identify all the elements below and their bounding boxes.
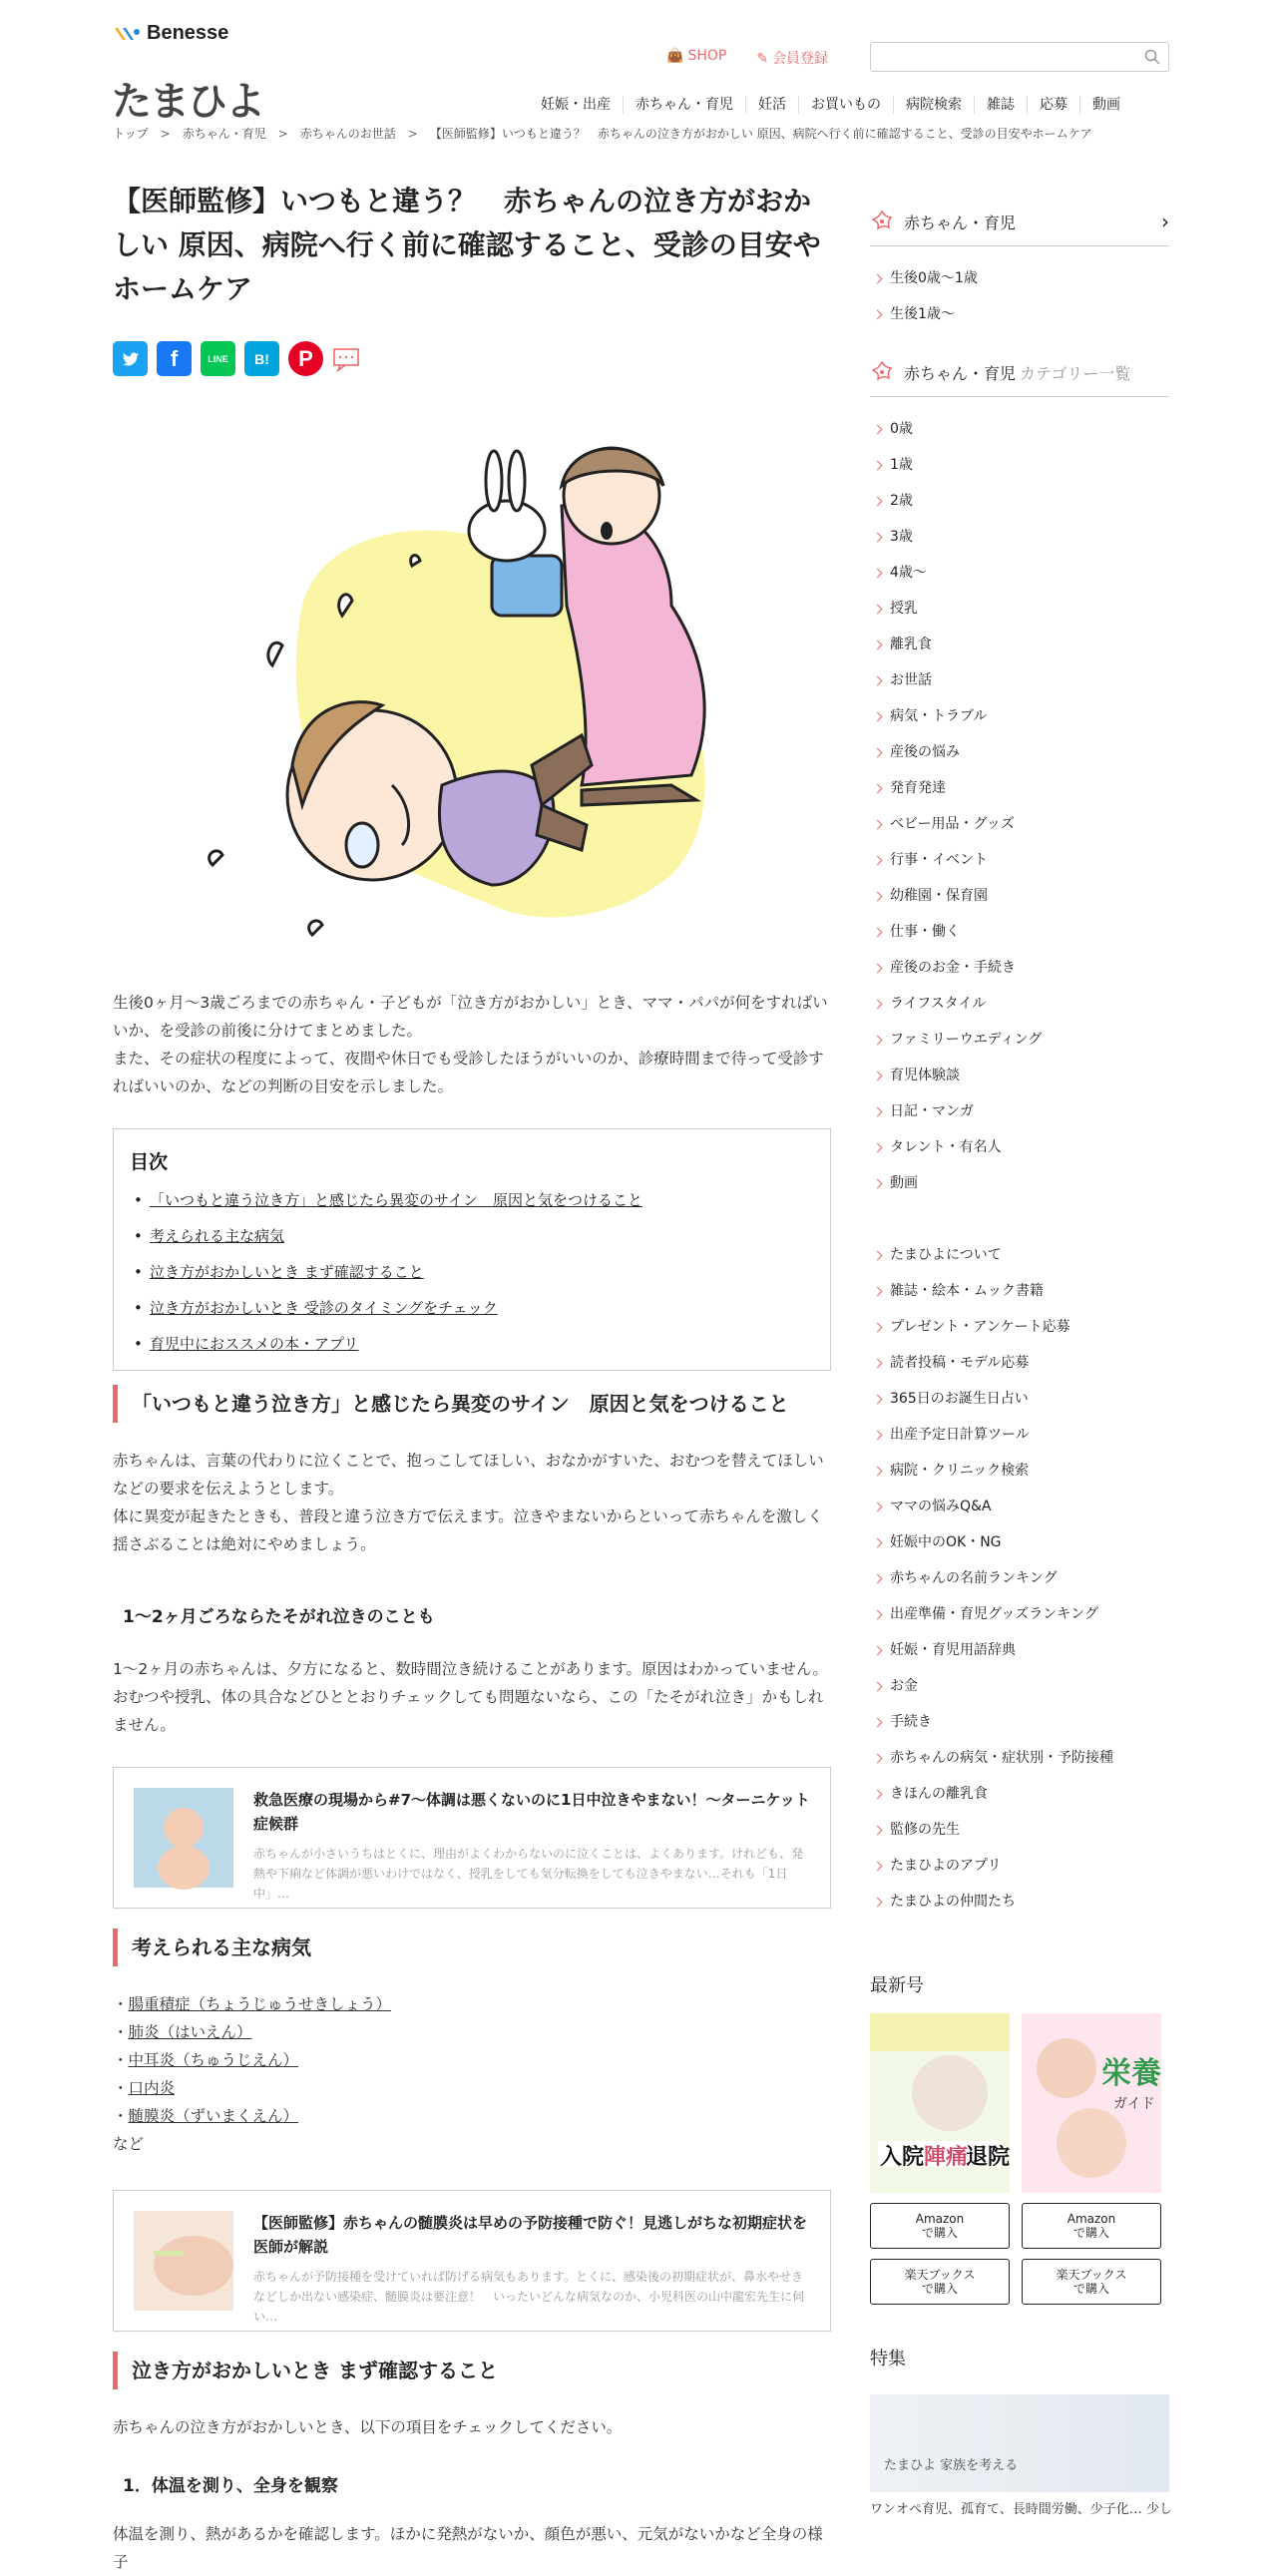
cover-word: ガイド xyxy=(1113,2096,1155,2112)
paragraph: 赤ちゃんは、言葉の代わりに泣くことで、抱っこしてほしい、おなかがすいた、おむつを替えてほしいなどの要求を伝えようとします。 xyxy=(113,1452,824,1498)
category-title: 赤ちゃん・育児 xyxy=(904,363,1017,383)
disease-link[interactable]: 髄膜炎（ずいまくえん） xyxy=(128,2107,299,2125)
disease-link[interactable]: 腸重積症（ちょうじゅうせきしょう） xyxy=(128,1995,392,2013)
hatena-share-button[interactable] xyxy=(244,341,279,376)
sidebar-link-item[interactable]: たまひよの仲間たち xyxy=(870,1884,1169,1920)
nav-item-hospital[interactable]: 病院検索 xyxy=(894,96,975,114)
comment-button[interactable] xyxy=(332,341,360,376)
sidebar-link-item[interactable]: 妊娠・育児用語辞典 xyxy=(870,1632,1169,1668)
vaccination-photo xyxy=(134,2211,233,2311)
hatena-icon: B! xyxy=(254,350,269,367)
pinterest-icon: P xyxy=(298,345,313,371)
crying-baby-illustration xyxy=(113,406,831,965)
sidebar-category-item[interactable]: 0歳 xyxy=(870,411,1169,447)
toc-title: 目次 xyxy=(130,1151,169,1173)
nav-item-pregnancy[interactable]: 妊娠・出産 xyxy=(529,96,624,114)
sidebar-link-item[interactable]: 赤ちゃんの病気・症状別・予防接種 xyxy=(870,1740,1169,1776)
twitter-share-button[interactable] xyxy=(113,341,148,376)
paragraph: 1～2ヶ月の赤ちゃんは、夕方になると、数時間泣き続けることがあります。原因はわかっていません。 xyxy=(113,1660,828,1678)
subsection-heading: 1～2ヶ月ごろならたそがれ泣きのことも xyxy=(123,1607,435,1627)
sidebar-section-header[interactable] xyxy=(870,210,1169,246)
sidebar-link-item[interactable]: たまひよのアプリ xyxy=(870,1848,1169,1884)
cover-word: 陣痛 xyxy=(924,2145,969,2170)
magazine-cover-baby[interactable] xyxy=(1022,2013,1161,2193)
nav-item-video[interactable]: 動画 xyxy=(1092,97,1120,113)
breadcrumb-current: 【医師監修】いつもと違う？ 赤ちゃんの泣き方がおかしい 原因、病院へ行く前に確認すること、受診の目安やホームケア xyxy=(429,127,1092,141)
share-buttons xyxy=(113,341,831,376)
list-item[interactable]: ・口内炎 xyxy=(113,2079,176,2097)
line-icon: LINE xyxy=(208,353,228,364)
sidebar-category-item[interactable]: ファミリーウエディング xyxy=(870,1022,1169,1058)
breadcrumb: トップ > 赤ちゃん・育児 > 赤ちゃんのお世話 > 【医師監修】いつもと違う？ 赤ちゃんの泣き方がおかしい 原因、病院へ行く前に確認すること、受診の目安やホームケア xyxy=(113,127,1092,141)
section-heading: 「いつもと違う泣き方」と感じたら異変のサイン 原因と気をつけること xyxy=(113,1385,831,1423)
hero-illustration xyxy=(113,406,831,965)
buy-rakuten-button[interactable] xyxy=(1022,2259,1161,2305)
related-article-card[interactable] xyxy=(113,2190,831,2332)
feature-text: ワンオペ育児、孤育て、長時間労働、少子化… 少し xyxy=(870,2502,1172,2517)
nav-item-magazine[interactable]: 雑誌 xyxy=(975,96,1028,114)
sidebar-category-item[interactable]: お世話 xyxy=(870,662,1169,698)
card-description: 赤ちゃんが予防接種を受けていれば防げる病気もあります。とくに、感染後の初期症状が、鼻水やせきなどしか出ない感染症、髄膜炎は要注意！ いったいどんな病気なのか、小児科医の山中龍宏先生に伺い… xyxy=(253,2270,805,2324)
search-input[interactable] xyxy=(870,42,1169,72)
nav-item-apply[interactable]: 応募 xyxy=(1028,96,1080,114)
flower-icon xyxy=(870,360,894,384)
latest-issue-title: 最新号 xyxy=(870,1975,924,1996)
comment-icon xyxy=(332,347,360,371)
sidebar-link-item[interactable]: 手続き xyxy=(870,1704,1169,1740)
sidebar-link-item[interactable]: 読者投稿・モデル応募 xyxy=(870,1345,1169,1381)
sidebar xyxy=(870,210,1172,2517)
sidebar-category-item[interactable]: 離乳食 xyxy=(870,627,1169,662)
feature-banner-text: たまひよ 家族を考える xyxy=(884,2458,1019,2473)
toc-item[interactable]: • 泣き方がおかしいとき まず確認すること xyxy=(150,1262,814,1282)
breadcrumb-item[interactable]: 赤ちゃんのお世話 xyxy=(299,127,396,141)
facebook-share-button[interactable] xyxy=(157,341,192,376)
twitter-icon xyxy=(121,349,141,369)
etc-text: など xyxy=(113,2135,145,2153)
benesse-mark-icon xyxy=(113,24,143,44)
feature-banner[interactable] xyxy=(870,2394,1169,2492)
sidebar-category-item[interactable]: 授乳 xyxy=(870,591,1169,627)
pinterest-share-button[interactable] xyxy=(288,341,323,376)
intro xyxy=(113,989,831,1100)
disease-link[interactable]: 肺炎（はいえん） xyxy=(128,2023,252,2041)
site-links-list xyxy=(870,1237,1169,1920)
section-heading: 考えられる主な病気 xyxy=(113,1929,831,1966)
benesse-text: Benesse xyxy=(147,22,229,44)
magazine-cover-pregnancy[interactable] xyxy=(870,2013,1010,2193)
register-label: 会員登録 xyxy=(772,51,829,67)
feature-title: 特集 xyxy=(870,2349,906,2369)
disease-link[interactable]: 口内炎 xyxy=(128,2079,176,2097)
age-list xyxy=(870,260,1169,332)
article xyxy=(113,180,831,2576)
section-heading: 泣き方がおかしいとき まず確認すること xyxy=(113,2352,831,2389)
intro-paragraph: 生後0ヶ月～3歳ごろまでの赤ちゃん・子どもが「泣き方がおかしい」とき、ママ・パパが何をすればいいか、を受診の前後に分けてまとめました。 xyxy=(113,994,828,1040)
shop-label: SHOP xyxy=(687,48,727,64)
list-item[interactable]: ・腸重積症（ちょうじゅうせきしょう） xyxy=(113,1995,392,2013)
buy-label: 楽天ブックス で購入 xyxy=(1056,2268,1127,2296)
nav-item-shopping[interactable]: お買いもの xyxy=(799,96,894,114)
toc-item[interactable]: • 育児中におススメの本・アプリ xyxy=(150,1334,814,1354)
global-nav xyxy=(529,96,1120,114)
line-share-button[interactable] xyxy=(201,341,235,376)
category-subtitle: カテゴリー一覧 xyxy=(1020,363,1131,383)
cover-word: 退院 xyxy=(966,2145,1011,2170)
nav-item-ninkatsu[interactable]: 妊活 xyxy=(746,96,799,114)
register-link[interactable] xyxy=(756,48,828,68)
sidebar-link-item[interactable]: 赤ちゃんの名前ランキング xyxy=(870,1560,1169,1596)
list-item[interactable]: ・肺炎（はいえん） xyxy=(113,2023,252,2041)
sidebar-category-item[interactable]: 産後の悩み xyxy=(870,734,1169,770)
sidebar-category-item[interactable]: 動画 xyxy=(870,1165,1169,1201)
intro-paragraph: また、その症状の程度によって、夜間や休日でも受診したほうがいいのか、診療時間まで待って受診すればいいのか、などの判断の目安を示しました。 xyxy=(113,1050,824,1095)
sidebar-category-item[interactable]: ベビー用品・グッズ xyxy=(870,806,1169,842)
shop-link[interactable] xyxy=(666,48,726,68)
sidebar-category-item[interactable]: 行事・イベント xyxy=(870,842,1169,878)
sidebar-category-item[interactable]: 育児体験談 xyxy=(870,1058,1169,1093)
subsection1-body xyxy=(113,1655,831,1739)
toc-item[interactable]: • 泣き方がおかしいとき 受診のタイミングをチェック xyxy=(150,1298,814,1318)
nav-item-baby[interactable]: 赤ちゃん・育児 xyxy=(624,96,746,114)
tamahiyo-logo[interactable]: たまひよ xyxy=(112,79,263,125)
search-icon[interactable] xyxy=(1144,49,1160,65)
buy-label: Amazon で購入 xyxy=(1067,2212,1116,2240)
sidebar-category-item[interactable]: 発育発達 xyxy=(870,770,1169,806)
table-of-contents xyxy=(113,1128,831,1371)
benesse-logo[interactable] xyxy=(113,22,228,45)
article-title: 【医師監修】いつもと違う？ 赤ちゃんの泣き方がおかしい 原因、病院へ行く前に確認すること、受診の目安やホームケア xyxy=(113,185,821,305)
sidebar-category-item[interactable]: 3歳 xyxy=(870,519,1169,555)
sidebar-category-item[interactable]: 2歳 xyxy=(870,483,1169,519)
subsection-heading: 1．体温を測り、全身を観察 xyxy=(123,2476,338,2496)
sidebar-category-item[interactable]: 幼稚園・保育園 xyxy=(870,878,1169,914)
sidebar-link-item[interactable]: きほんの離乳食 xyxy=(870,1776,1169,1812)
buy-rakuten-button[interactable] xyxy=(870,2259,1010,2305)
paragraph: おむつや授乳、体の具合などひととおりチェックしても問題ないなら、この「たそがれ泣き」かもしれません。 xyxy=(113,1688,824,1734)
sidebar-link-item[interactable]: 出産予定日計算ツール xyxy=(870,1417,1169,1453)
sidebar-section-title: 赤ちゃん・育児 xyxy=(904,213,1017,232)
cover-word: 栄養 xyxy=(1101,2056,1161,2091)
buy-buttons xyxy=(870,2203,1169,2305)
list-item[interactable]: ・髄膜炎（ずいまくえん） xyxy=(113,2107,299,2125)
sidebar-category-item[interactable]: 産後のお金・手続き xyxy=(870,950,1169,986)
header-links xyxy=(666,48,828,68)
section1-body xyxy=(113,1447,831,1558)
related-article-card[interactable] xyxy=(113,1767,831,1909)
breadcrumb-item[interactable]: 赤ちゃん・育児 xyxy=(182,127,266,141)
cover-word: 入院 xyxy=(880,2145,925,2170)
sidebar-link-item[interactable]: たまひよについて xyxy=(870,1237,1169,1273)
paragraph: 体に異変が起きたときも、普段と違う泣き方で伝えます。泣きやまないからといって赤ちゃんを激しく揺さぶることは絶対にやめましょう。 xyxy=(113,1507,823,1553)
card-description: 赤ちゃんが小さいうちはとくに、理由がよくわからないのに泣くことは、よくあります。けれども、発熱や下痢など体調が悪いわけではなく、授乳をしても気分転換をしても泣きやまない…それも「1日中」… xyxy=(253,1847,804,1901)
buy-amazon-button[interactable] xyxy=(870,2203,1010,2249)
list-item[interactable]: ・中耳炎（ちゅうじえん） xyxy=(113,2051,299,2069)
sidebar-link-item[interactable]: 病院・クリニック検索 xyxy=(870,1453,1169,1489)
paragraph: 体温を測り、熱があるかを確認します。ほかに発熱がないか、顔色が悪い、元気がないかなど全身の様子 xyxy=(113,2525,823,2571)
sidebar-category-item[interactable]: ライフスタイル xyxy=(870,986,1169,1022)
toc-item[interactable]: • 「いつもと違う泣き方」と感じたら異変のサイン 原因と気をつけること xyxy=(150,1190,814,1210)
card-title: 救急医療の現場から#7～体調は悪くないのに1日中泣きやまない！～ターニケット症候群 xyxy=(253,1791,810,1833)
sidebar-category-item[interactable]: 4歳～ xyxy=(870,555,1169,591)
category-header xyxy=(870,360,1169,397)
toc-item[interactable]: • 考えられる主な病気 xyxy=(150,1226,814,1246)
sidebar-link-item[interactable]: 妊娠中のOK・NG xyxy=(870,1524,1169,1560)
facebook-icon: f xyxy=(170,345,179,371)
magazine-covers xyxy=(870,2013,1169,2193)
sidebar-link-item[interactable]: ママの悩みQ&A xyxy=(870,1489,1169,1524)
sidebar-link-item[interactable]: プレゼント・アンケート応募 xyxy=(870,1309,1169,1345)
sidebar-item[interactable]: 生後0歳～1歳 xyxy=(870,260,1169,296)
buy-amazon-button[interactable] xyxy=(1022,2203,1161,2249)
sidebar-category-item[interactable]: 1歳 xyxy=(870,447,1169,483)
bag-icon: 👜 xyxy=(666,48,684,64)
paragraph: 赤ちゃんの泣き方がおかしいとき、以下の項目をチェックしてください。 xyxy=(113,2418,623,2436)
buy-label: Amazon で購入 xyxy=(915,2212,965,2240)
sidebar-item[interactable]: 生後1歳～ xyxy=(870,296,1169,332)
disease-link[interactable]: 中耳炎（ちゅうじえん） xyxy=(128,2051,299,2069)
sidebar-link-item[interactable]: お金 xyxy=(870,1668,1169,1704)
chevron-right-icon: › xyxy=(1161,210,1169,233)
buy-label: 楽天ブックス で購入 xyxy=(904,2268,976,2296)
sidebar-category-item[interactable]: 仕事・働く xyxy=(870,914,1169,950)
sidebar-category-item[interactable]: 病気・トラブル xyxy=(870,698,1169,734)
disease-list xyxy=(113,1990,831,2158)
flower-icon xyxy=(870,210,894,233)
sidebar-category-item[interactable]: 日記・マンガ xyxy=(870,1093,1169,1129)
card-title: 【医師監修】赤ちゃんの髄膜炎は早めの予防接種で防ぐ！見逃しがちな初期症状を医師が解説 xyxy=(253,2214,808,2256)
sidebar-link-item[interactable]: 雑誌・絵本・ムック書籍 xyxy=(870,1273,1169,1309)
sidebar-link-item[interactable]: 365日のお誕生日占い xyxy=(870,1381,1169,1417)
category-list xyxy=(870,411,1169,1201)
sidebar-category-item[interactable]: タレント・有名人 xyxy=(870,1129,1169,1165)
pencil-icon: ✎ xyxy=(756,51,769,67)
crying-baby-photo xyxy=(134,1788,233,1888)
breadcrumb-item[interactable]: トップ xyxy=(113,127,149,141)
sidebar-link-item[interactable]: 出産準備・育児グッズランキング xyxy=(870,1596,1169,1632)
sidebar-link-item[interactable]: 監修の先生 xyxy=(870,1812,1169,1848)
